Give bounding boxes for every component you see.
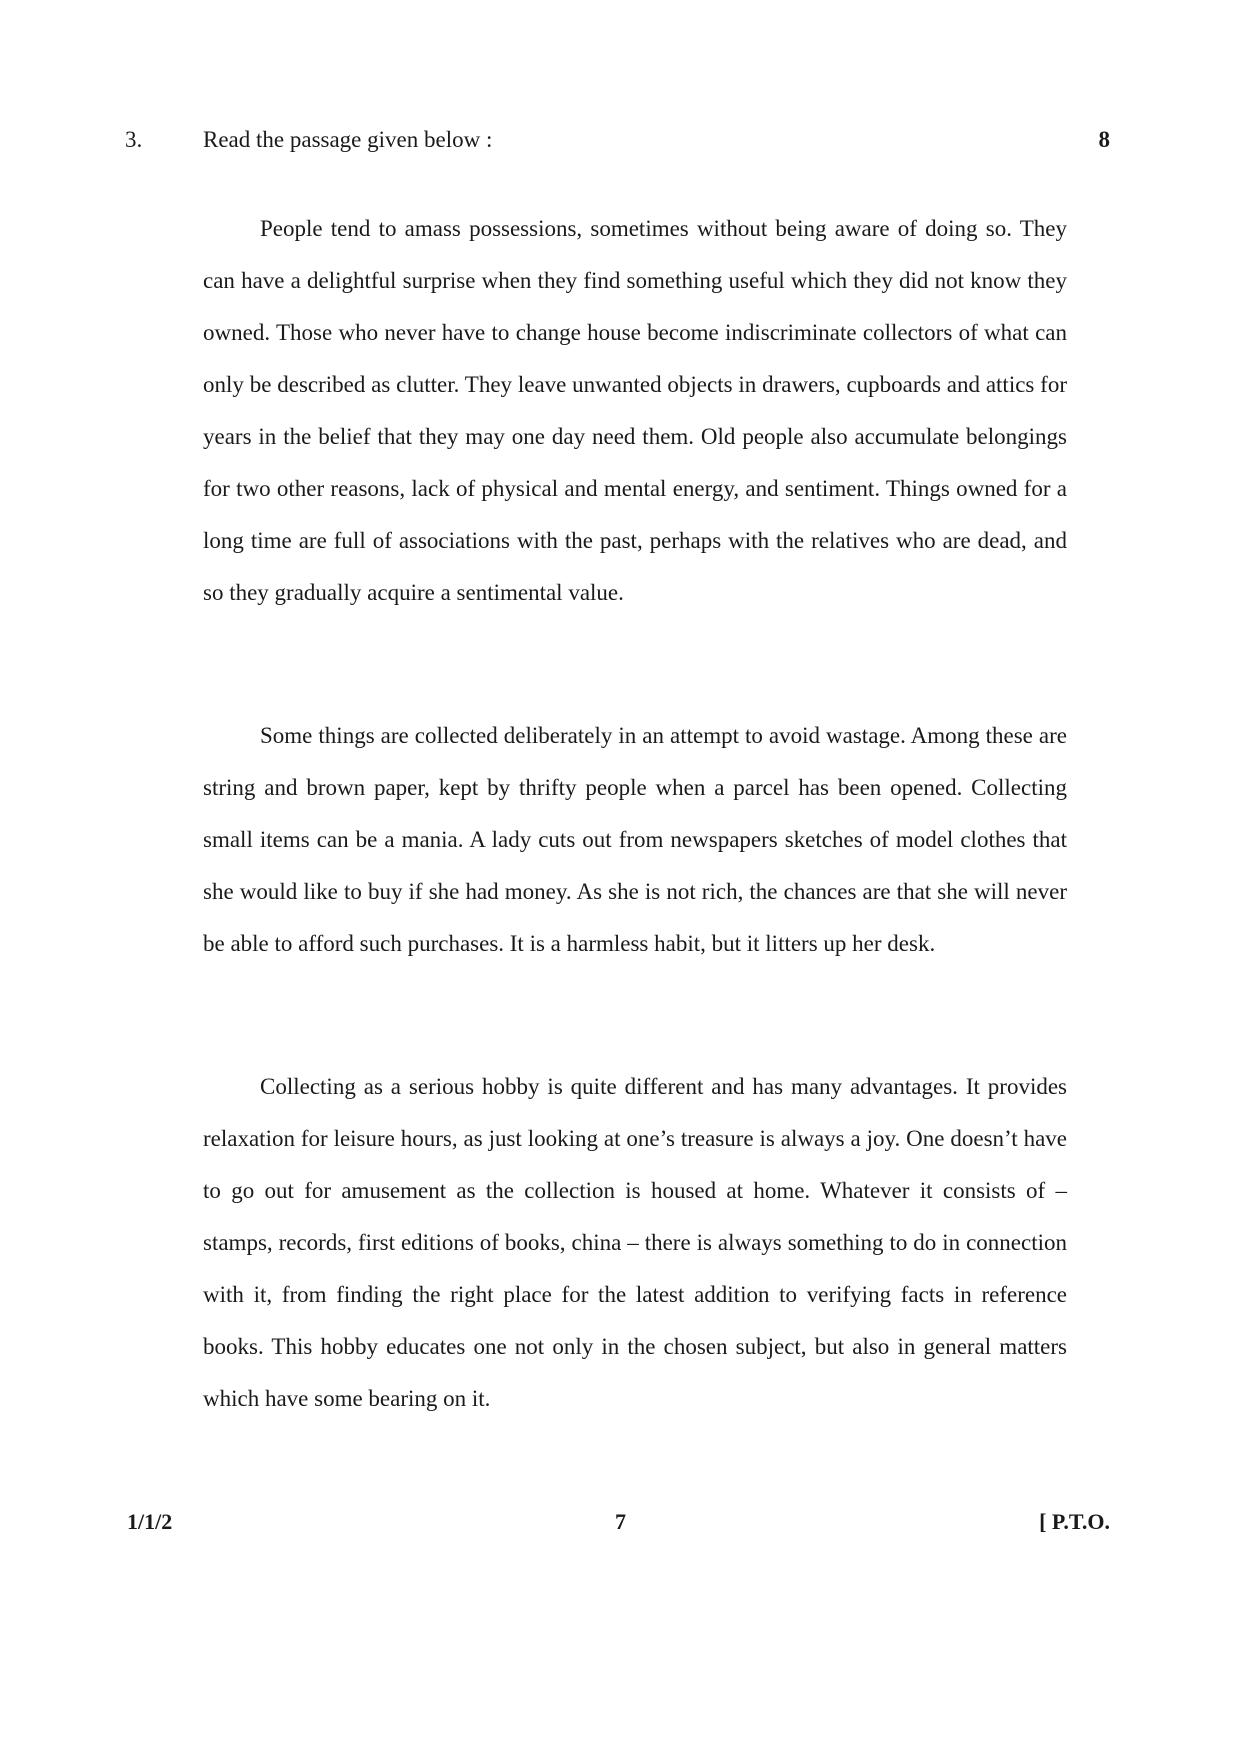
question-instruction: Read the passage given below :: [203, 127, 493, 152]
question-marks: 8: [1098, 127, 1110, 152]
passage-paragraph-2: Some things are collected deliberately in an attempt to avoid wastage. Among these are string and brown paper, kept by thrifty people when a parcel has been opened. Collecting small items can be a mania. A lady cuts out from newspapers sketches of model clothes that she would like to buy if she had money. As she is not rich, the chances are that she will never be able to afford such purchases. It is a harmless habit, but it litters up her desk.: [203, 723, 1067, 956]
passage-paragraph-3: Collecting as a serious hobby is quite different and has many advantages. It provides relaxation for leisure hours, as just looking at one’s treasure is always a joy. One doesn’t have to go out for amusement as the collection is housed at home. Whatever it consists of – stamps, records, first editions of books, china – there is always something to do in connection with it, from finding the right place for the latest addition to verifying facts in reference books. This hobby educates one not only in the chosen subject, but also in general matters which have some bearing on it.: [203, 1074, 1067, 1411]
footer-paper-code: 1/1/2: [127, 1509, 173, 1534]
footer-page-number: 7: [615, 1509, 626, 1534]
question-number: 3.: [125, 127, 143, 152]
passage-paragraph-1: People tend to amass possessions, sometimes without being aware of doing so. They can have a delightful surprise when they find something useful which they did not know they owned. Those who never have to change house become indiscriminate collectors of what can only be described as clutter. They leave unwanted objects in drawers, cupboards and attics for years in the belief that they may one day need them. Old people also accumulate belongings for two other reasons, lack of physical and mental energy, and sentiment. Things owned for a long time are full of associations with the past, perhaps with the relatives who are dead, and so they gradually acquire a sentimental value.: [203, 216, 1067, 605]
footer-pto: [ P.T.O.: [1039, 1509, 1110, 1534]
